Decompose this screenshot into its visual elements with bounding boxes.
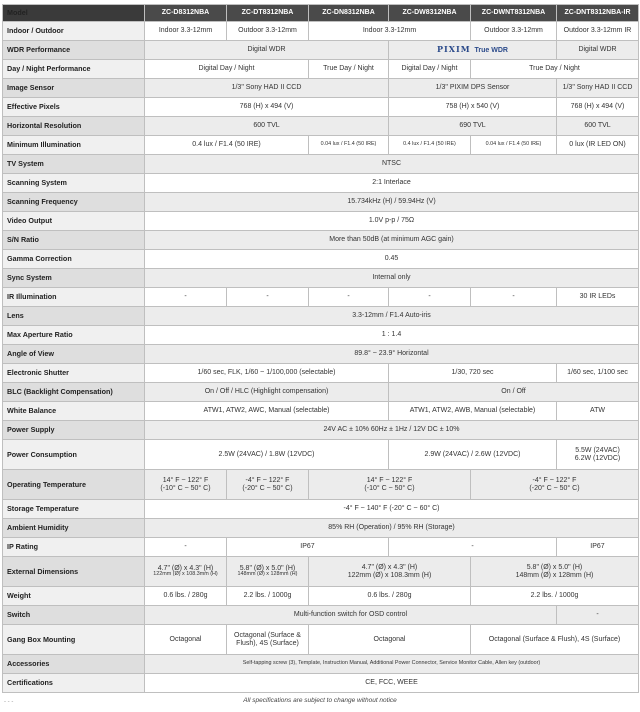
table-row bbox=[3, 41, 639, 60]
table-row bbox=[3, 307, 639, 326]
cell: Outdoor 3.3-12mm bbox=[227, 22, 309, 41]
cell: Multi-function switch for OSD control bbox=[145, 606, 557, 625]
row-label: Weight bbox=[3, 587, 145, 606]
table-row bbox=[3, 470, 639, 500]
cell: IP67 bbox=[227, 538, 389, 557]
cell: Digital WDR bbox=[145, 41, 389, 60]
row-label: Sync System bbox=[3, 269, 145, 288]
cell: CE, FCC, WEEE bbox=[145, 674, 639, 693]
temp-f: 14° F ~ 122° F bbox=[162, 477, 209, 485]
table-row bbox=[3, 606, 639, 625]
cell: 2:1 Interlace bbox=[145, 174, 639, 193]
cell: 0.6 lbs. / 280g bbox=[309, 587, 471, 606]
row-label: Video Output bbox=[3, 212, 145, 231]
table-row bbox=[3, 60, 639, 79]
temp-c: (-20° C ~ 50° C) bbox=[242, 484, 293, 492]
cell: 30 IR LEDs bbox=[557, 288, 639, 307]
row-label: Certifications bbox=[3, 674, 145, 693]
cell: More than 50dB (at minimum AGC gain) bbox=[145, 231, 639, 250]
table-row bbox=[3, 155, 639, 174]
cell: 0.6 lbs. / 280g bbox=[145, 587, 227, 606]
table-row bbox=[3, 364, 639, 383]
cell: - bbox=[145, 288, 227, 307]
cell bbox=[145, 470, 227, 500]
cell: True Day / Night bbox=[471, 60, 639, 79]
table-row bbox=[3, 269, 639, 288]
cell: 0.04 lux / F1.4 (50 IRE) bbox=[471, 136, 557, 155]
cell: 600 TVL bbox=[557, 117, 639, 136]
cell: IP67 bbox=[557, 538, 639, 557]
cell: Octagonal (Surface & Flush), 4S (Surface) bbox=[227, 625, 309, 655]
row-label: Max Aperture Ratio bbox=[3, 326, 145, 345]
table-row bbox=[3, 500, 639, 519]
table-row bbox=[3, 193, 639, 212]
model-name: ZC-DT8312NBA bbox=[227, 5, 309, 22]
model-label: Model bbox=[3, 5, 145, 22]
temp-f: -4° F ~ 122° F bbox=[532, 477, 577, 485]
cell: 690 TVL bbox=[389, 117, 557, 136]
table-row bbox=[3, 79, 639, 98]
row-label: IP Rating bbox=[3, 538, 145, 557]
cell: - bbox=[227, 288, 309, 307]
cell: 2.5W (24VAC) / 1.8W (12VDC) bbox=[145, 440, 389, 470]
row-label: Power Supply bbox=[3, 421, 145, 440]
cell: 0.45 bbox=[145, 250, 639, 269]
cell: Indoor 3.3-12mm bbox=[309, 22, 471, 41]
row-label: Storage Temperature bbox=[3, 500, 145, 519]
temp-c: (-10° C ~ 50° C) bbox=[364, 484, 415, 492]
row-label: Image Sensor bbox=[3, 79, 145, 98]
table-row bbox=[3, 587, 639, 606]
pixim-logo: PIXIM bbox=[436, 44, 471, 55]
row-label: Ambient Humidity bbox=[3, 519, 145, 538]
cell: Digital Day / Night bbox=[389, 60, 471, 79]
table-row bbox=[3, 383, 639, 402]
table-row bbox=[3, 345, 639, 364]
cell: 1/60 sec, FLK, 1/60 ~ 1/100,000 (selectable) bbox=[145, 364, 389, 383]
dim-in: 4.7" (Ø) x 4.3" (H) bbox=[361, 564, 418, 572]
cell: 24V AC ± 10% 60Hz ± 1Hz / 12V DC ± 10% bbox=[145, 421, 639, 440]
cell bbox=[227, 470, 309, 500]
cell: 1.0V p-p / 75Ω bbox=[145, 212, 639, 231]
table-row bbox=[3, 421, 639, 440]
cell bbox=[471, 557, 639, 587]
row-label: Gang Box Mounting bbox=[3, 625, 145, 655]
table-row bbox=[3, 212, 639, 231]
cell: ATW bbox=[557, 402, 639, 421]
temp-c: (-10° C ~ 50° C) bbox=[160, 484, 211, 492]
dim-in: 4.7" (Ø) x 4.3" (H) bbox=[157, 564, 214, 572]
corner-marks: - - - bbox=[4, 699, 14, 705]
dim-in: 5.8" (Ø) x 5.0" (H) bbox=[526, 564, 583, 572]
temp-f: -4° F ~ 122° F bbox=[245, 477, 290, 485]
table-row bbox=[3, 250, 639, 269]
cell: 2.9W (24VAC) / 2.6W (12VDC) bbox=[389, 440, 557, 470]
row-label: S/N Ratio bbox=[3, 231, 145, 250]
cell: Internal only bbox=[145, 269, 639, 288]
cell: 0.4 lux / F1.4 (50 IRE) bbox=[389, 136, 471, 155]
cell: On / Off / HLC (Highlight compensation) bbox=[145, 383, 389, 402]
cell: Indoor 3.3-12mm bbox=[145, 22, 227, 41]
cell: 0 lux (IR LED ON) bbox=[557, 136, 639, 155]
cell: 0.4 lux / F1.4 (50 IRE) bbox=[145, 136, 309, 155]
cell: 3.3-12mm / F1.4 Auto-iris bbox=[145, 307, 639, 326]
cell: 1/30, 720 sec bbox=[389, 364, 557, 383]
cell: 768 (H) x 494 (V) bbox=[145, 98, 389, 117]
footnote: All specifications are subject to change without notice bbox=[243, 697, 397, 704]
cell: 1/3" Sony HAD II CCD bbox=[145, 79, 389, 98]
row-label: Power Consumption bbox=[3, 440, 145, 470]
cell: 2.2 lbs. / 1000g bbox=[471, 587, 639, 606]
cell bbox=[557, 440, 639, 470]
cell: 85% RH (Operation) / 95% RH (Storage) bbox=[145, 519, 639, 538]
model-name: ZC-DN8312NBA bbox=[309, 5, 389, 22]
row-label: Scanning System bbox=[3, 174, 145, 193]
cell: Outdoor 3.3-12mm IR bbox=[557, 22, 639, 41]
row-label: External Dimensions bbox=[3, 557, 145, 587]
row-label: WDR Performance bbox=[3, 41, 145, 60]
cell: 1/3" Sony HAD II CCD bbox=[557, 79, 639, 98]
cell: 768 (H) x 494 (V) bbox=[557, 98, 639, 117]
row-label: Minimum Illumination bbox=[3, 136, 145, 155]
table-row bbox=[3, 117, 639, 136]
row-label: Angle of View bbox=[3, 345, 145, 364]
table-row bbox=[3, 326, 639, 345]
cell: 600 TVL bbox=[145, 117, 389, 136]
cell: Self-tapping screw (3), Template, Instruction Manual, Additional Power Connector, Service Monitor Cable, Allen key (outdoor) bbox=[145, 655, 639, 674]
table-row bbox=[3, 625, 639, 655]
model-name: ZC-DNT8312NBA-IR bbox=[557, 5, 639, 22]
model-name: ZC-D8312NBA bbox=[145, 5, 227, 22]
consumption-dc: 6.2W (12VDC) bbox=[574, 454, 621, 462]
temp-c: (-20° C ~ 50° C) bbox=[529, 484, 580, 492]
cell: 1 : 1.4 bbox=[145, 326, 639, 345]
row-label: White Balance bbox=[3, 402, 145, 421]
cell: - bbox=[389, 288, 471, 307]
table-row bbox=[3, 288, 639, 307]
table-row bbox=[3, 440, 639, 470]
cell: Outdoor 3.3-12mm bbox=[471, 22, 557, 41]
spec-table bbox=[2, 4, 639, 693]
cell: 15.734kHz (H) / 59.94Hz (V) bbox=[145, 193, 639, 212]
table-row bbox=[3, 674, 639, 693]
row-label: Electronic Shutter bbox=[3, 364, 145, 383]
table-row bbox=[3, 231, 639, 250]
dim-mm: 148mm (Ø) x 128mm (H) bbox=[515, 571, 594, 579]
cell: - bbox=[145, 538, 227, 557]
row-label: TV System bbox=[3, 155, 145, 174]
cell: - bbox=[309, 288, 389, 307]
cell: 89.8° ~ 23.9° Horizontal bbox=[145, 345, 639, 364]
row-label: Switch bbox=[3, 606, 145, 625]
cell: 1/60 sec, 1/100 sec bbox=[557, 364, 639, 383]
table-row bbox=[3, 22, 639, 41]
cell: Octagonal bbox=[309, 625, 471, 655]
cell: ATW1, ATW2, AWC, Manual (selectable) bbox=[145, 402, 389, 421]
row-label: Day / Night Performance bbox=[3, 60, 145, 79]
cell: Digital Day / Night bbox=[145, 60, 309, 79]
table-row bbox=[3, 402, 639, 421]
consumption-ac: 5.5W (24VAC) bbox=[575, 447, 620, 455]
cell bbox=[309, 557, 471, 587]
cell: Octagonal (Surface & Flush), 4S (Surface) bbox=[471, 625, 639, 655]
table-row bbox=[3, 557, 639, 587]
cell: ATW1, ATW2, AWB, Manual (selectable) bbox=[389, 402, 557, 421]
cell: 2.2 lbs. / 1000g bbox=[227, 587, 309, 606]
pixim-cell bbox=[389, 41, 557, 60]
cell: - bbox=[471, 288, 557, 307]
row-label: Horizontal Resolution bbox=[3, 117, 145, 136]
cell bbox=[145, 557, 227, 587]
cell bbox=[227, 557, 309, 587]
row-label: Gamma Correction bbox=[3, 250, 145, 269]
row-label: Effective Pixels bbox=[3, 98, 145, 117]
cell: 1/3" PIXIM DPS Sensor bbox=[389, 79, 557, 98]
cell: 0.04 lux / F1.4 (50 IRE) bbox=[309, 136, 389, 155]
row-label: Scanning Frequency bbox=[3, 193, 145, 212]
header-row bbox=[3, 5, 639, 22]
dim-in: 5.8" (Ø) x 5.0" (H) bbox=[239, 564, 296, 572]
cell: - bbox=[557, 606, 639, 625]
row-label: IR Illumination bbox=[3, 288, 145, 307]
cell: NTSC bbox=[145, 155, 639, 174]
model-name: ZC-DW8312NBA bbox=[389, 5, 471, 22]
table-row bbox=[3, 136, 639, 155]
dim-mm: 148mm (Ø) x 128mm (H) bbox=[237, 571, 298, 578]
cell: On / Off bbox=[389, 383, 639, 402]
table-row bbox=[3, 538, 639, 557]
dim-mm: 122mm (Ø) x 108.3mm (H) bbox=[153, 571, 218, 578]
table-row bbox=[3, 174, 639, 193]
row-label: BLC (Backlight Compensation) bbox=[3, 383, 145, 402]
table-row bbox=[3, 519, 639, 538]
temp-f: 14° F ~ 122° F bbox=[366, 477, 413, 485]
row-label: Lens bbox=[3, 307, 145, 326]
cell: Digital WDR bbox=[557, 41, 639, 60]
row-label: Operating Temperature bbox=[3, 470, 145, 500]
table-row bbox=[3, 98, 639, 117]
cell: -4° F ~ 140° F (-20° C ~ 60° C) bbox=[145, 500, 639, 519]
table-row bbox=[3, 655, 639, 674]
cell: Octagonal bbox=[145, 625, 227, 655]
cell bbox=[471, 470, 639, 500]
pixim-subtitle: True WDR bbox=[474, 47, 508, 55]
model-name: ZC-DWNT8312NBA bbox=[471, 5, 557, 22]
cell: 758 (H) x 540 (V) bbox=[389, 98, 557, 117]
row-label: Indoor / Outdoor bbox=[3, 22, 145, 41]
row-label: Accessories bbox=[3, 655, 145, 674]
cell: - bbox=[389, 538, 557, 557]
cell bbox=[309, 470, 471, 500]
cell: True Day / Night bbox=[309, 60, 389, 79]
dim-mm: 122mm (Ø) x 108.3mm (H) bbox=[347, 571, 432, 579]
